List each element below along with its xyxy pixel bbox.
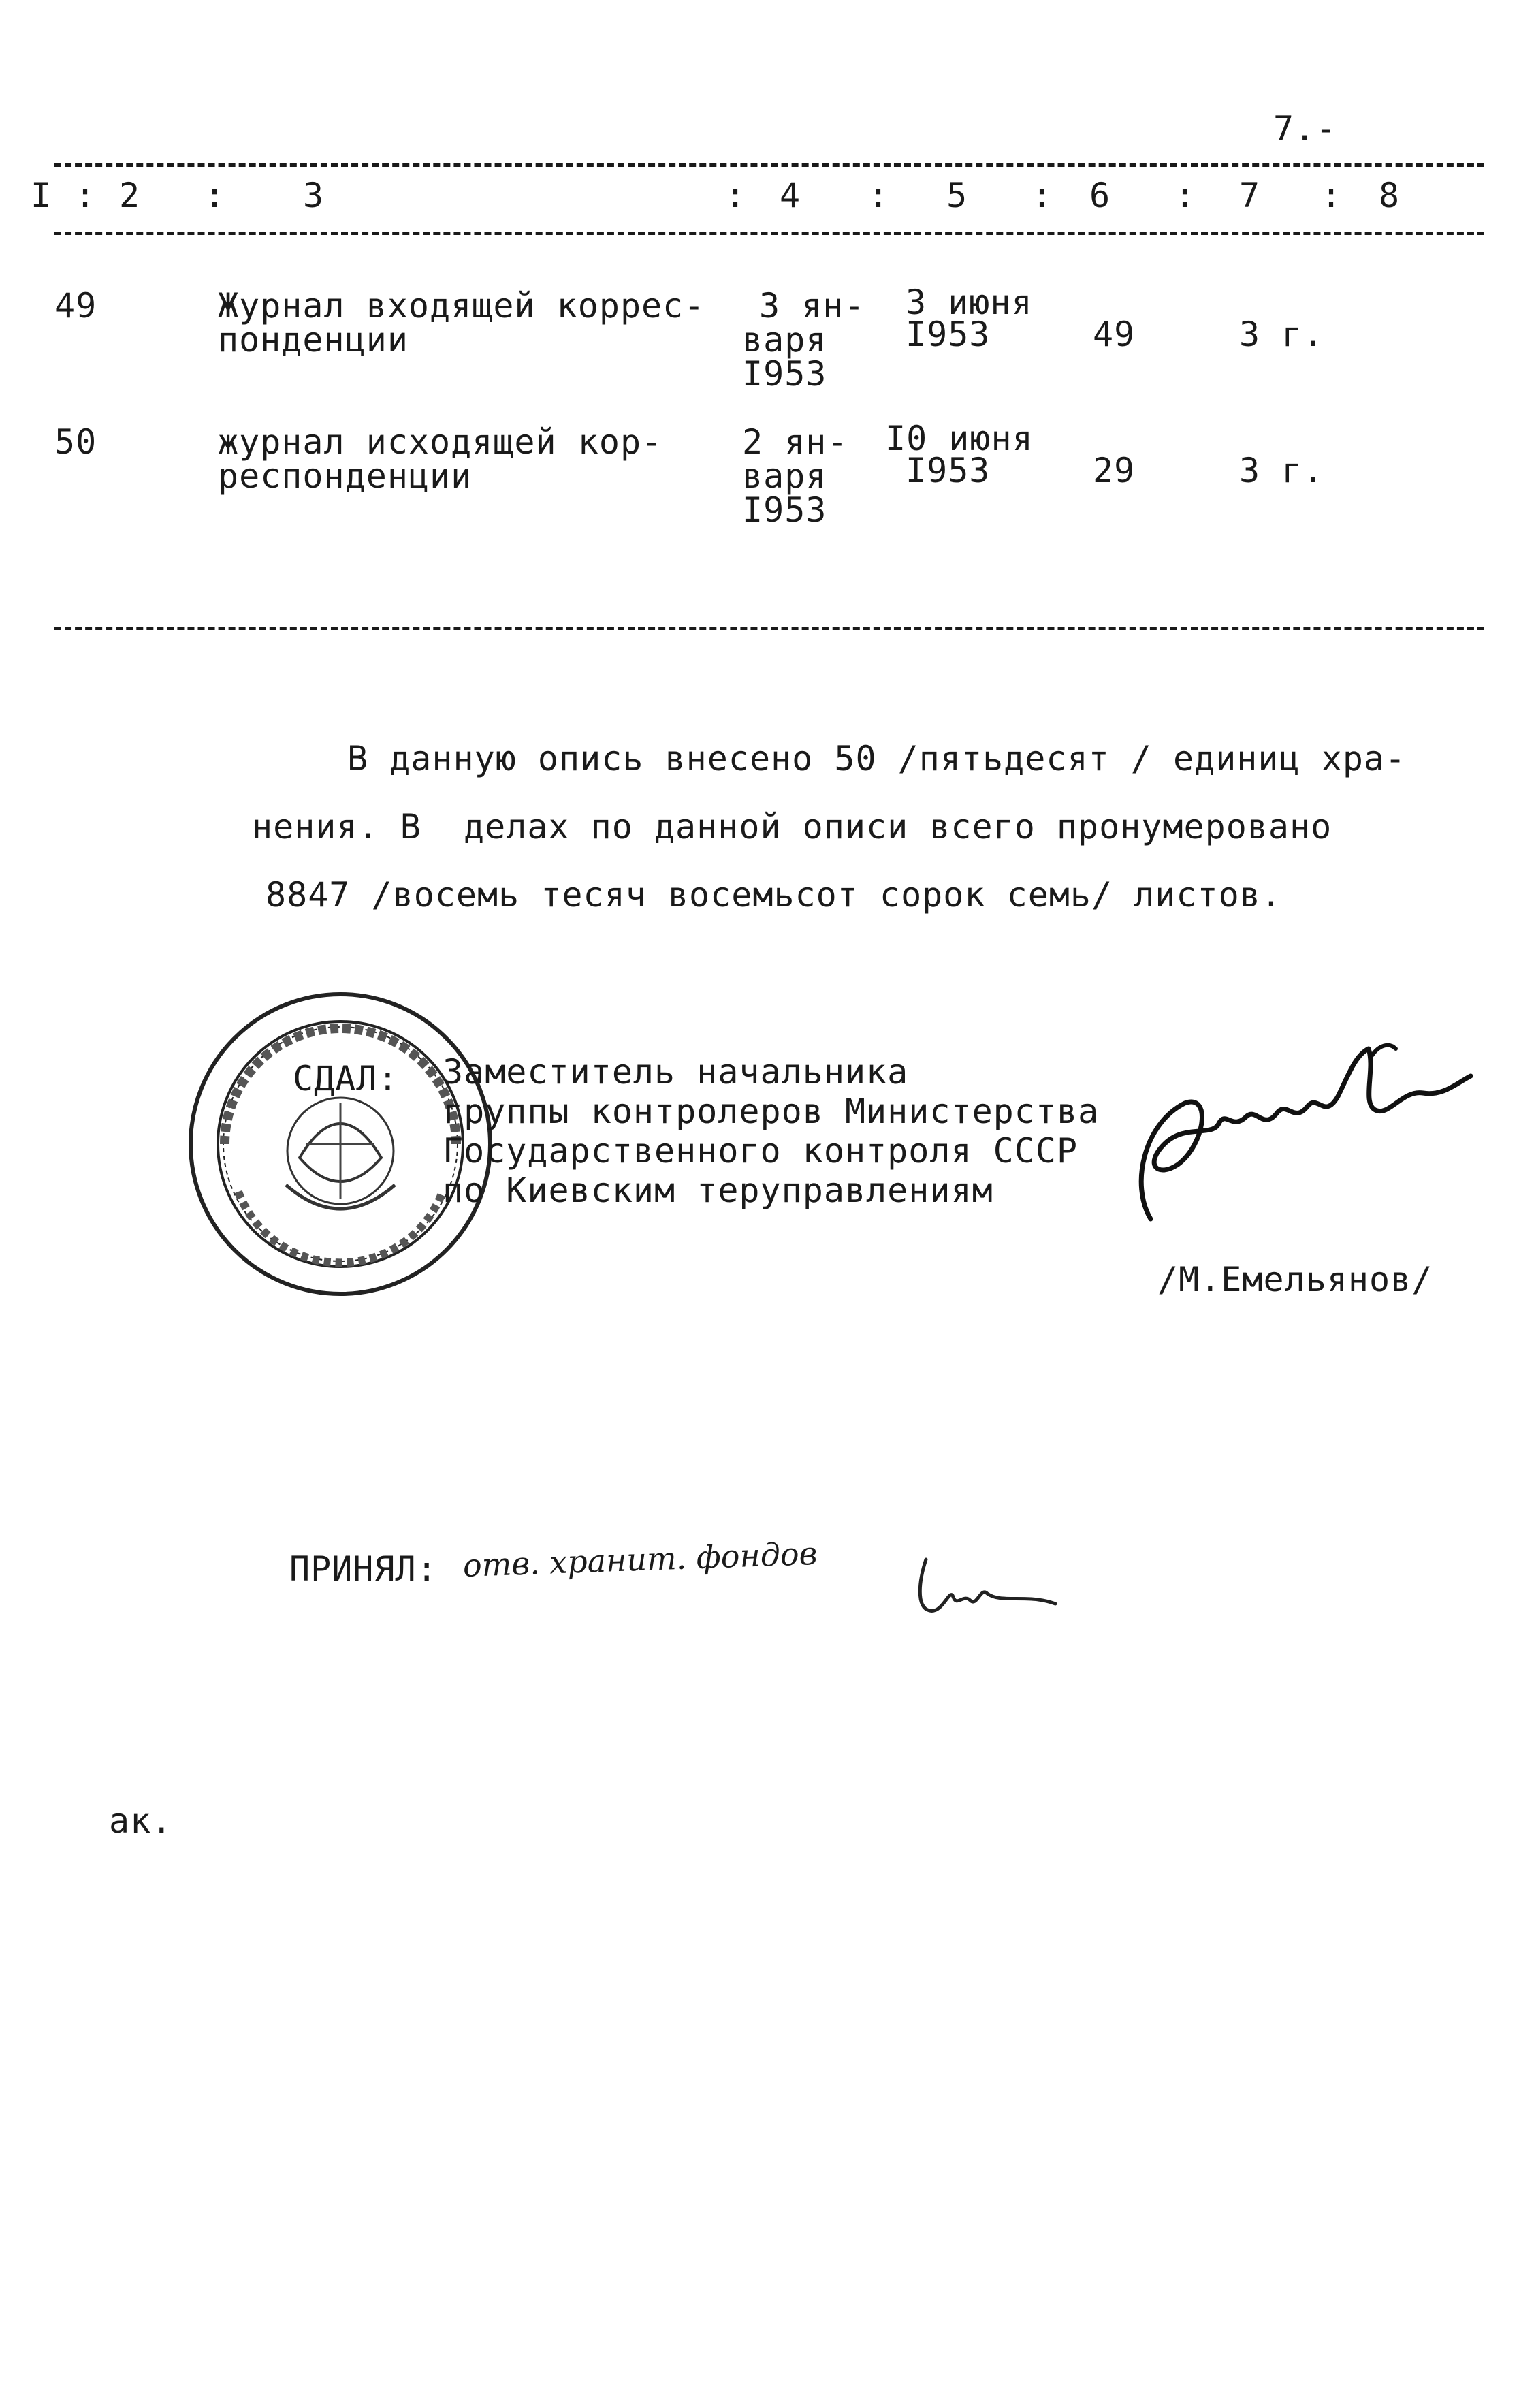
summary-line: 8847 /восемь тесяч восемьсот сорок семь/ листов. [266,875,1282,915]
row-start-date: I953 [742,490,827,530]
row-title: Журнал входящей коррес- [218,286,705,326]
summary-line: нения. В делах по данной описи всего пронумеровано [252,807,1332,846]
table-rule-end [54,627,1484,630]
row-end-date: I953 [906,451,991,490]
col-sep: : [204,176,226,215]
col-sep: : [1174,176,1196,215]
handover-title: группы контролеров Министерства [443,1092,1100,1131]
col-header-1: I [31,176,52,215]
handover-title: по Киевским теруправлениям [443,1171,993,1210]
col-sep: : [868,176,890,215]
row-sheets: 49 [1093,315,1136,354]
row-end-date: 3 июня [906,283,1033,322]
handwritten-signature-icon [1103,1028,1484,1233]
row-end-date: I953 [906,315,991,354]
row-start-date: варя [742,456,827,496]
header-rule-bottom [54,232,1484,235]
row-term: 3 г. [1239,315,1324,354]
row-term: 3 г. [1239,451,1324,490]
signatory-name: /М.Емельянов/ [1157,1260,1433,1299]
handover-title: Государственного контроля СССР [443,1131,1078,1171]
row-sheets: 29 [1093,451,1136,490]
handover-label: СДАЛ: [293,1059,399,1098]
col-sep: : [725,176,747,215]
col-sep: : [75,176,97,215]
row-title: понденции [218,320,409,360]
row-start-date: 3 ян- [759,286,865,326]
typist-initials: ак. [109,1801,173,1841]
received-handwriting: отв. хранит. фондов [462,1534,818,1584]
col-header-5: 5 [946,176,968,215]
col-header-8: 8 [1379,176,1401,215]
handover-title: Заместитель начальника [443,1052,909,1092]
initials-signature-icon [912,1546,1062,1628]
col-header-7: 7 [1239,176,1261,215]
row-end-date: I0 июня [885,419,1034,458]
row-number: 49 [54,286,97,326]
row-number: 50 [54,422,97,462]
col-sep: : [1032,176,1053,215]
row-start-date: 2 ян- [742,422,848,462]
row-start-date: I953 [742,354,827,394]
row-title: респонденции [218,456,473,496]
received-label: ПРИНЯЛ: [289,1549,438,1589]
col-header-4: 4 [780,176,801,215]
col-header-3: 3 [303,176,325,215]
summary-line: В данную опись внесено 50 /пятьдесят / единиц хра- [347,739,1407,778]
col-sep: : [1321,176,1343,215]
col-header-2: 2 [119,176,141,215]
row-title: журнал исходящей кор- [218,422,663,462]
row-start-date: варя [742,320,827,360]
header-rule-top [54,163,1484,167]
col-header-6: 6 [1089,176,1111,215]
page-number: 7.- [1273,109,1337,148]
